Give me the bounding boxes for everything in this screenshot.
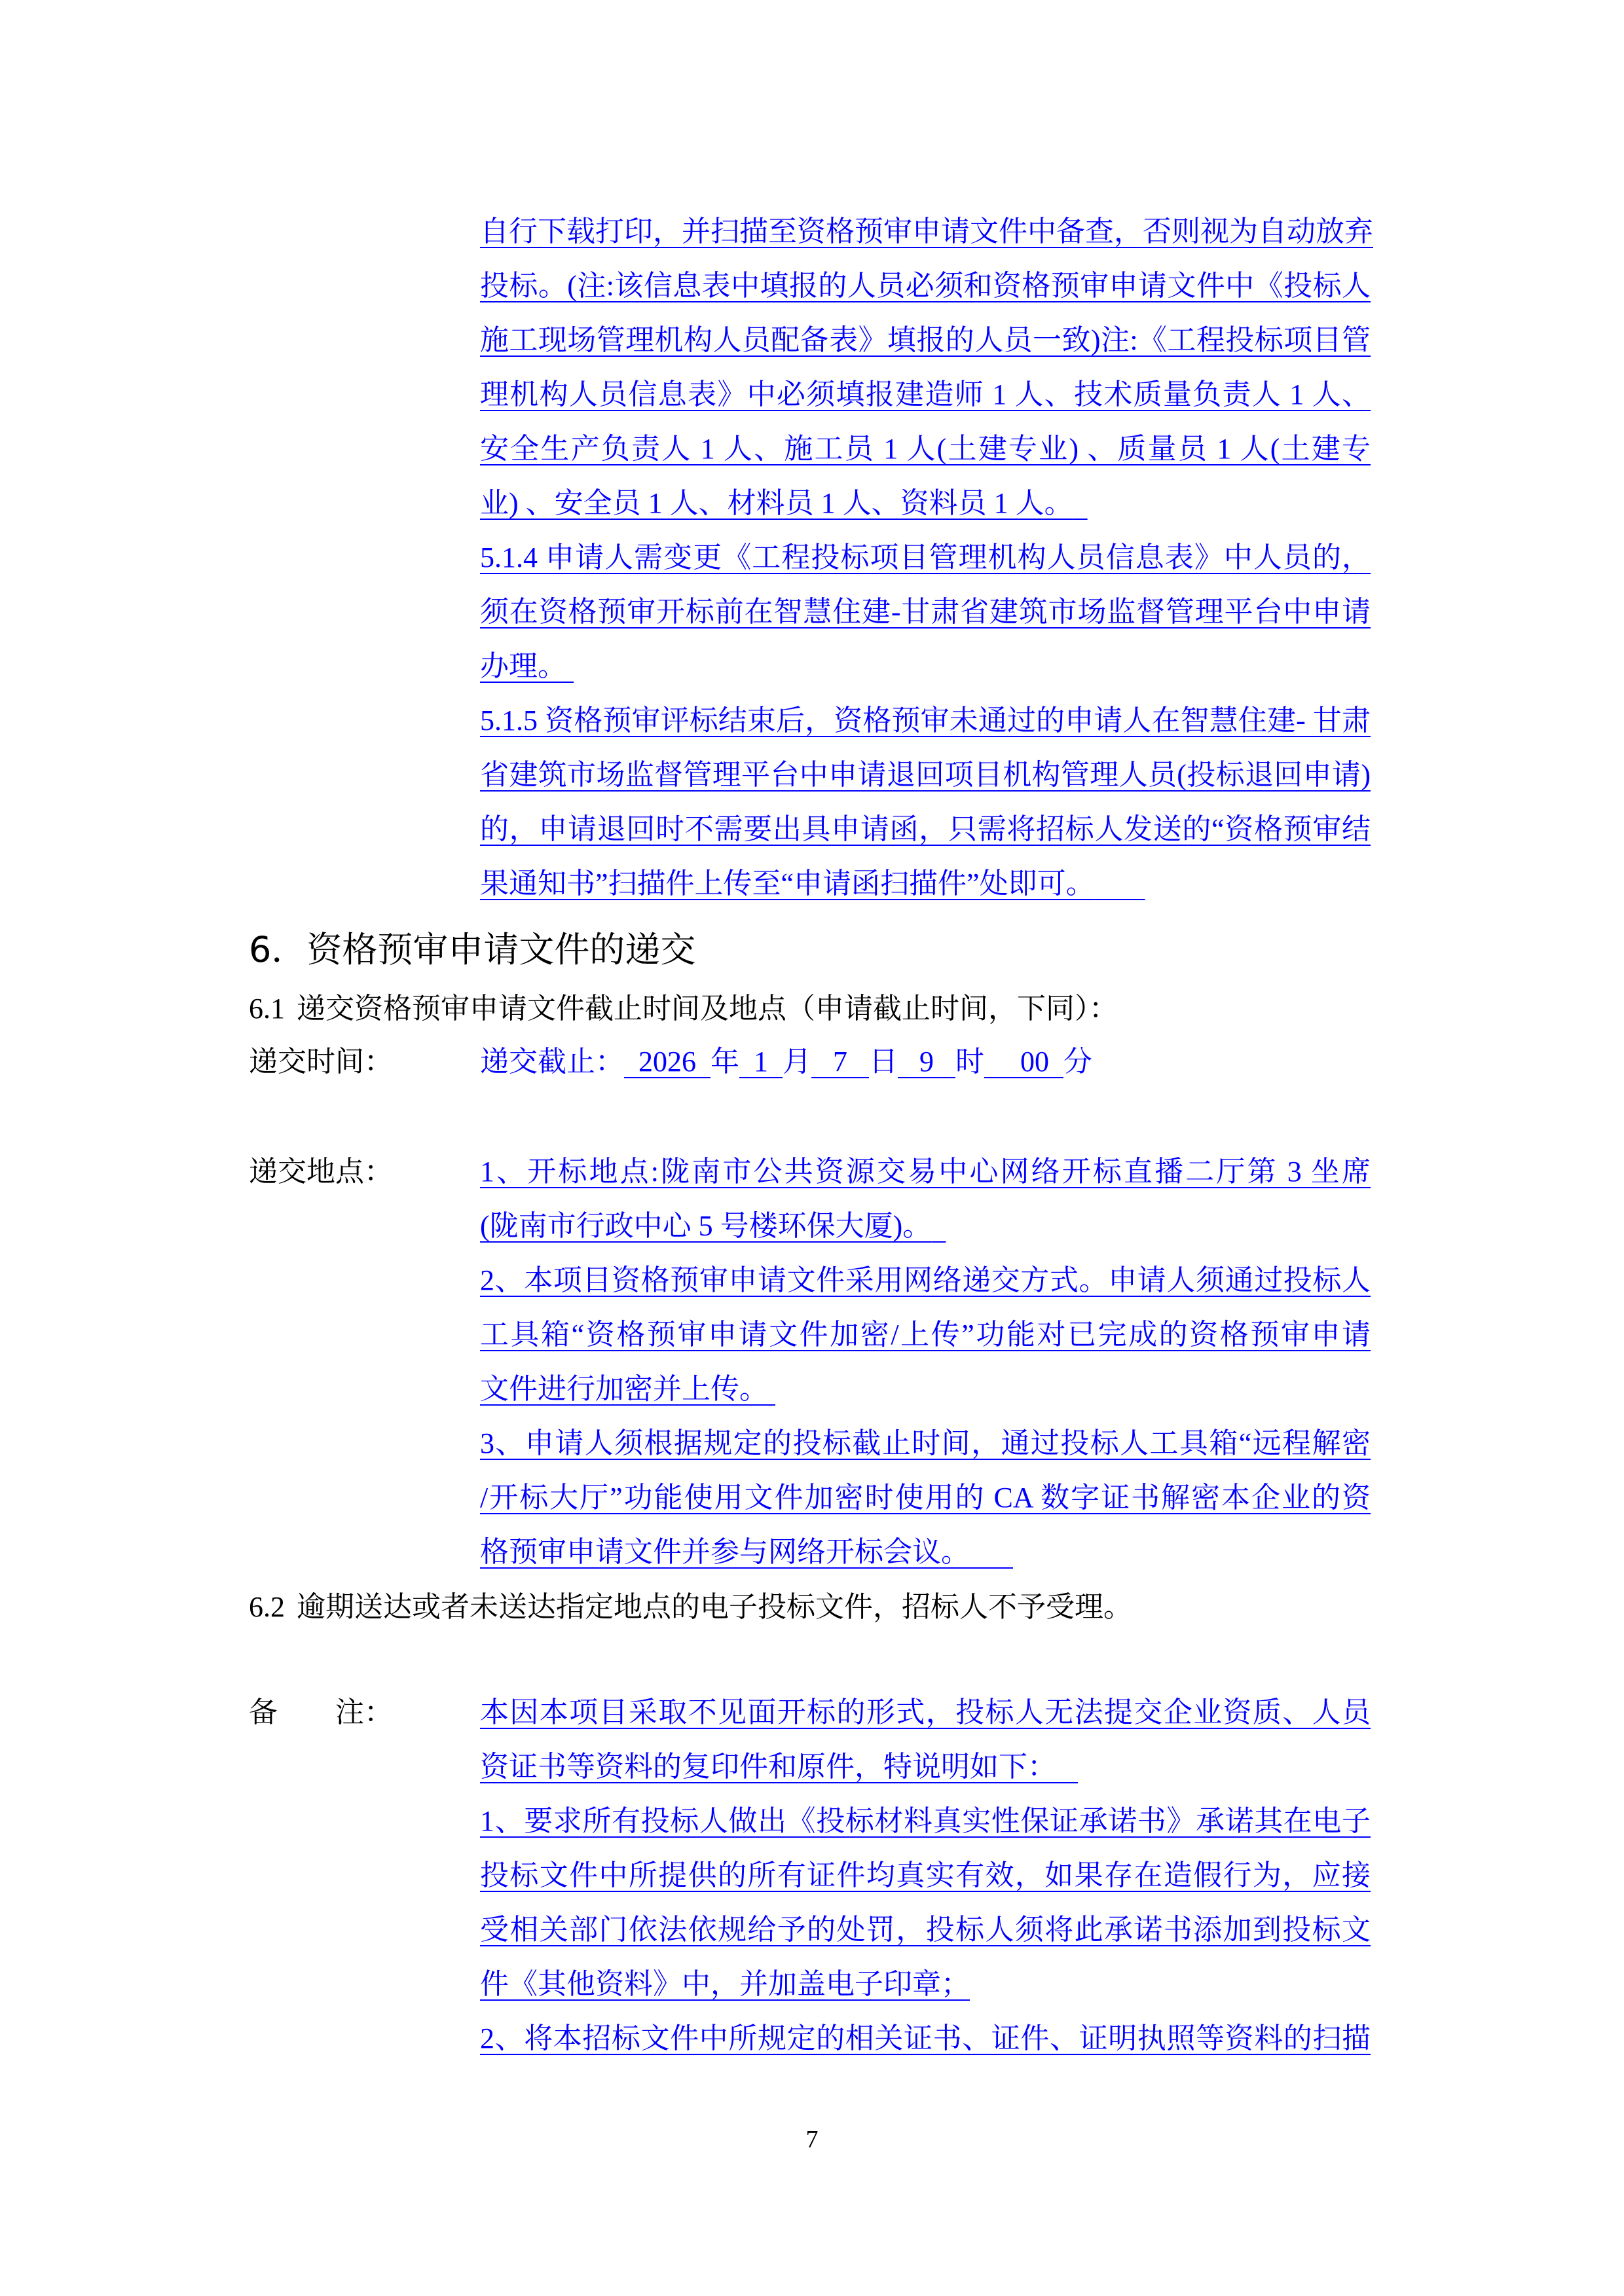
- day-unit: 日: [869, 1046, 898, 1078]
- location-item-2: [480, 1253, 1371, 1416]
- text-line: 投标。(注:该信息表中填报的人员必须和资格预审申请文件中《投标人: [480, 270, 1371, 302]
- text-line: 安全生产负责人 1 人、施工员 1 人(土建专业) 、质量员 1 人(土建专: [480, 433, 1371, 465]
- text-line: 资证书等资料的复印件和原件，特说明如下：: [480, 1751, 1056, 1783]
- text-line: 受相关部门依法依规给予的处罚，投标人须将此承诺书添加到投标文: [480, 1914, 1371, 1946]
- remarks-list: [480, 1685, 1371, 2066]
- text-line: 3、申请人须根据规定的投标截止时间，通过投标人工具箱“远程解密: [480, 1427, 1371, 1459]
- item-6-1: [249, 981, 1118, 1036]
- year-unit: 年: [710, 1046, 739, 1078]
- text-line: 投标文件中所提供的所有证件均真实有效，如果存在造假行为，应接: [480, 1859, 1371, 1891]
- text-line: 理机构人员信息表》中必须填报建造师 1 人、技术质量负责人 1 人、: [480, 378, 1371, 410]
- text-line: 件《其他资料》中，并加盖电子印章；: [480, 1968, 970, 2000]
- text-line: 2、本项目资格预审申请文件采用网络递交方式。申请人须通过投标人: [480, 1264, 1371, 1296]
- minute-unit: 分: [1063, 1046, 1092, 1078]
- page-number: 7: [805, 2126, 819, 2153]
- remarks-item-1: [480, 1794, 1371, 2011]
- hour-unit: 时: [955, 1046, 984, 1078]
- text-line: /开标大厅”功能使用文件加密时使用的 CA 数字证书解密本企业的资: [480, 1482, 1371, 1514]
- text-line: 施工现场管理机构人员配备表》填报的人员一致)注:《工程投标项目管: [480, 324, 1371, 356]
- text-line: 业) 、安全员 1 人、材料员 1 人、资料员 1 人。: [480, 487, 1073, 519]
- section-heading: 6．资格预审申请文件的递交: [249, 929, 696, 970]
- text-line: 省建筑市场监督管理平台中申请退回项目机构管理人员(投标退回申请): [480, 759, 1371, 791]
- remarks-label: 备 注：: [249, 1696, 393, 1728]
- deadline-minute: 00: [1020, 1046, 1049, 1078]
- item-text: 递交资格预审申请文件截止时间及地点（申请截止时间，下同）：: [297, 993, 1118, 1025]
- item-number: 6.2: [249, 1591, 285, 1623]
- text-line: 工具箱“资格预审申请文件加密/上传”功能对已完成的资格预审申请: [480, 1319, 1371, 1351]
- text-line: 5.1.5 资格预审评标结束后，资格预审未通过的申请人在智慧住建- 甘肃: [480, 704, 1371, 737]
- remarks-intro: [480, 1685, 1371, 1794]
- location-item-3: [480, 1416, 1371, 1579]
- deadline-prefix: 递交截止：: [480, 1046, 624, 1078]
- submission-deadline: [480, 1034, 1371, 1089]
- clause-5-1-4: [480, 530, 1371, 693]
- deadline-hour: 9: [919, 1046, 934, 1078]
- deadline-day: 7: [833, 1046, 847, 1078]
- text-line: 5.1.4 申请人需变更《工程投标项目管理机构人员信息表》中人员的，: [480, 541, 1371, 574]
- text-line: 2、将本招标文件中所规定的相关证书、证件、证明执照等资料的扫描: [480, 2022, 1371, 2054]
- submission-time-label: 递交时间：: [249, 1046, 393, 1078]
- location-item-1: [480, 1144, 1371, 1253]
- text-line: 自行下载打印，并扫描至资格预审申请文件中备查，否则视为自动放弃: [480, 215, 1373, 247]
- clause-5-1-5: [480, 693, 1371, 911]
- item-number: 6.1: [249, 993, 285, 1025]
- continued-paragraph: [480, 204, 1371, 530]
- text-line: 办理。: [480, 650, 566, 682]
- submission-location-list: [480, 1144, 1371, 1579]
- remarks-item-2: [480, 2011, 1371, 2066]
- deadline-month: 1: [754, 1046, 768, 1078]
- text-line: 1、要求所有投标人做出《投标材料真实性保证承诺书》承诺其在电子: [480, 1805, 1371, 1837]
- item-text: 逾期送达或者未送达指定地点的电子投标文件，招标人不予受理。: [297, 1591, 1132, 1623]
- item-6-2: [249, 1580, 1132, 1634]
- clause-5-block: [480, 204, 1371, 911]
- text-line: 果通知书”扫描件上传至“申请函扫描件”处即可。: [480, 867, 1095, 900]
- text-line: (陇南市行政中心 5 号楼环保大厦)。: [480, 1210, 932, 1242]
- text-line: 文件进行加密并上传。: [480, 1373, 768, 1405]
- text-line: 格预审申请文件并参与网络开标会议。: [480, 1536, 970, 1568]
- text-line: 须在资格预审开标前在智慧住建-甘肃省建筑市场监督管理平台中申请: [480, 596, 1371, 628]
- submission-location-label: 递交地点：: [249, 1156, 393, 1188]
- text-line: 本因本项目采取不见面开标的形式，投标人无法提交企业资质、人员: [480, 1696, 1371, 1728]
- deadline-year: 2026: [638, 1046, 696, 1078]
- text-line: 1、开标地点:陇南市公共资源交易中心网络开标直播二厅第 3 坐席: [480, 1156, 1371, 1188]
- text-line: 的，申请退回时不需要出具申请函，只需将招标人发送的“资格预审结: [480, 813, 1371, 845]
- month-unit: 月: [783, 1046, 811, 1078]
